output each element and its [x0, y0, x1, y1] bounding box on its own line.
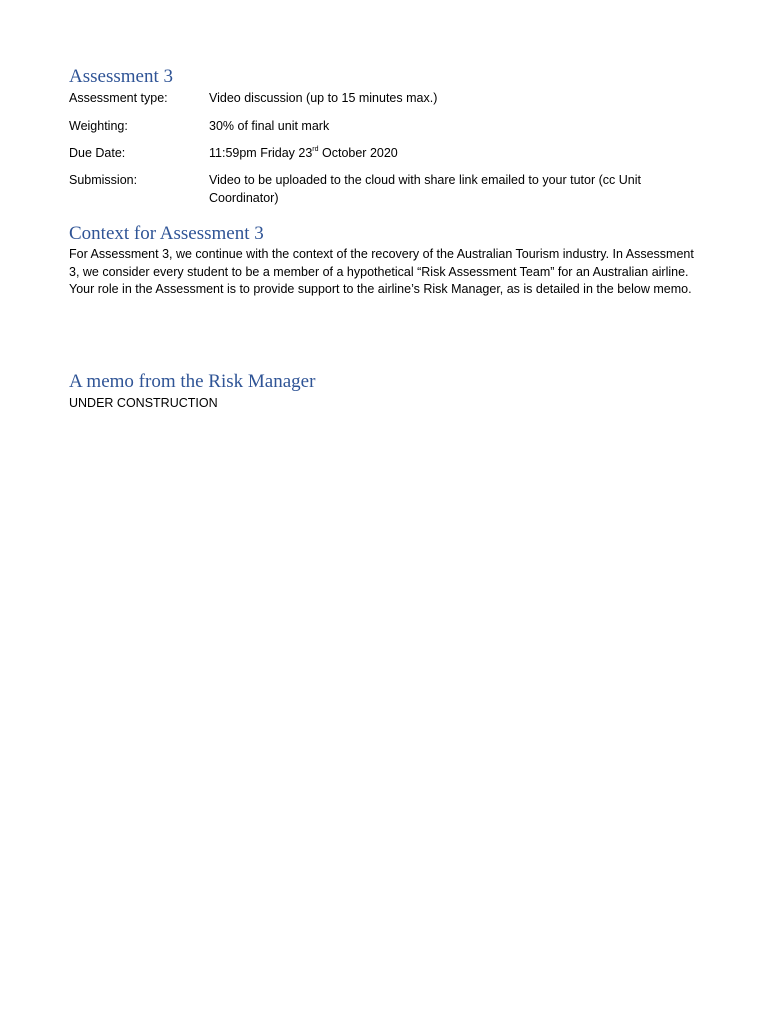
memo-status-text: UNDER CONSTRUCTION: [69, 396, 218, 410]
assessment-type-value: Video discussion (up to 15 minutes max.): [209, 91, 438, 105]
submission-label: Submission:: [69, 173, 138, 187]
weighting-value: 30% of final unit mark: [209, 119, 330, 133]
due-date-value-rest: October 2020: [318, 146, 398, 160]
due-date-value-main: 11:59pm Friday 23: [209, 146, 313, 160]
due-date-ordinal-suffix: rd: [312, 145, 319, 153]
due-date-value: [209, 145, 679, 163]
assessment-type-label: Assessment type:: [69, 91, 168, 105]
context-paragraph: For Assessment 3, we continue with the context of the recovery of the Australian Tourism industry. In Assessment 3, we consider every student to be a member of a hypothetical “Risk Assessment Team” for an Australian airline. Your role in the Assessment is to provide support to the airline’s Risk Manager, as is detailed in the below memo.: [69, 247, 694, 296]
submission-value: Video to be uploaded to the cloud with share link emailed to your tutor (cc Unit Coordinator): [209, 173, 641, 205]
context-heading: Context for Assessment 3: [69, 223, 264, 244]
assessment-heading: Assessment 3: [69, 66, 173, 87]
due-date-label: Due Date:: [69, 146, 126, 160]
memo-heading: A memo from the Risk Manager: [69, 371, 316, 392]
weighting-label: Weighting:: [69, 119, 128, 133]
